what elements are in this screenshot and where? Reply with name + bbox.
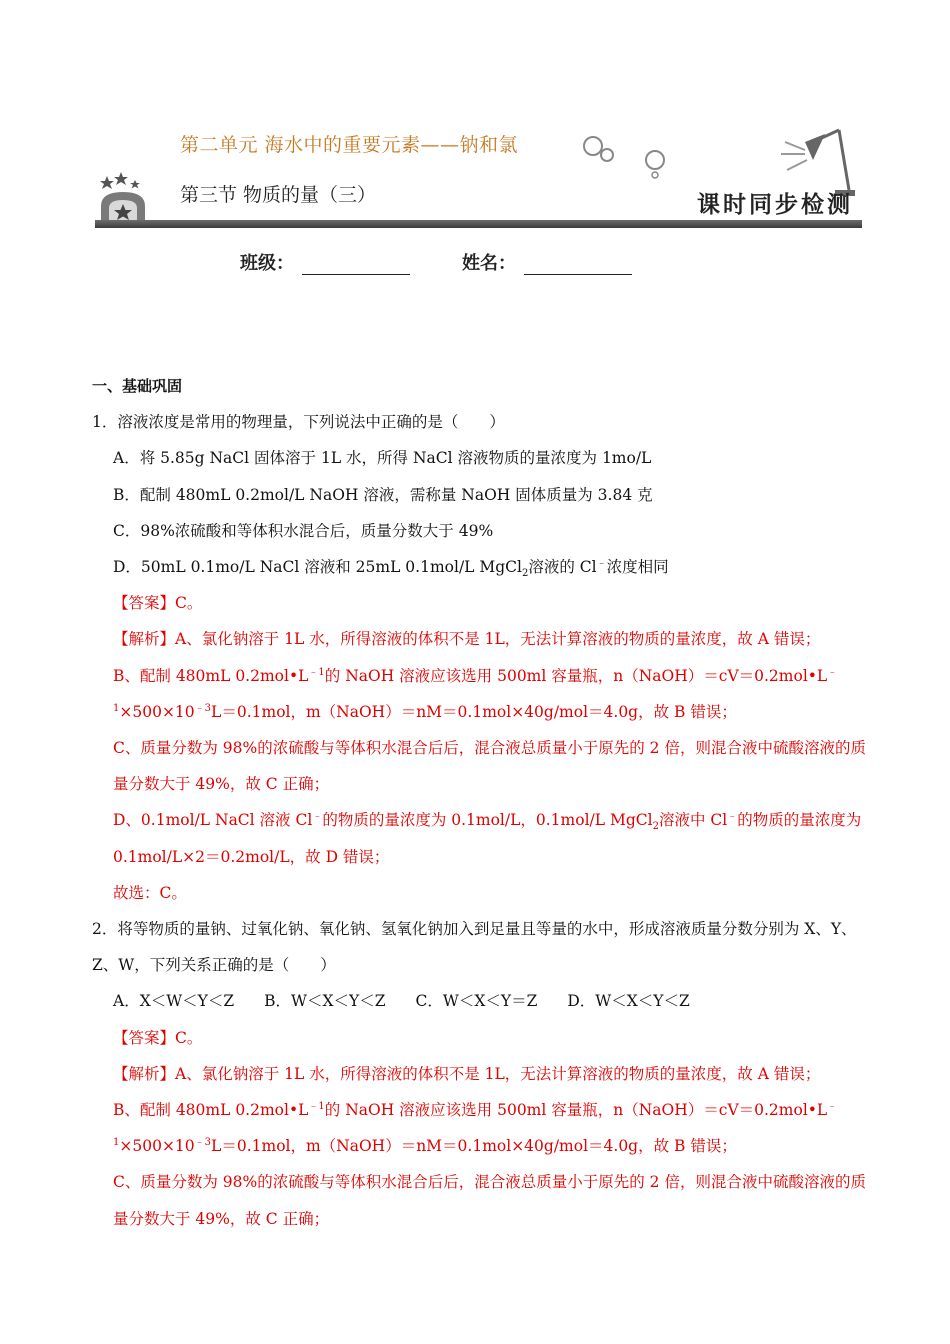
q1-explanation-b: B、配制 480mL $0.2mol•L^{﹣1}$的 NaOH 溶液应该选用 500ml 容量瓶，n（NaOH）＝cV＝0.2mol•L﹣ [113,666,838,685]
q1-explanation-d: D、0.1mol/L NaCl 溶液 Cl﹣的物质的量浓度为 0.1mol/L，0.1mol/L MgCl$_2$溶液中 Cl﹣的物质的量浓度为 0.1mol/L×2＝0.2mol/L，故 D 错误； [113,811,862,866]
q1-explanation-b-cont: $^1\times 500\times 10^{﹣3}L=0.1mol$，m（NaOH）＝nM＝0.1mol×40g/mol＝4.0g，故 B 错误； [113,702,737,721]
q2-explanation-b-cont: $^1\times 500\times 10^{﹣3}L=0.1mol$，m（NaOH）＝nM＝0.1mol×40g/mol＝4.0g，故 B 错误； [113,1137,737,1156]
q2-option-d: D．W＜X＜Y＜Z [567,992,690,1011]
q2-option-a: A．X＜W＜Y＜Z [113,992,235,1011]
q2-explanation-c: C、质量分数为 98%的浓硫酸与等体积水混合后后，混合液总质量小于原先的 2 倍，则混合液中硫酸溶液的质量分数大于 49%，故 C 正确； [113,1173,866,1228]
q1-option-b: B．配制 480mL 0.2mol/L NaOH 溶液，需称量 NaOH 固体质量为 3.84 克 [113,485,653,504]
q2-answer: 【答案】C。 [113,1028,203,1047]
q1-option-d: D．50mL 0.1mo/L NaCl 溶液和 25mL 0.1mol/L MgCl$_2$溶液的 Cl﹣浓度相同 [113,557,669,580]
banner-bar [95,220,862,228]
banner-label: 课时同步检测 [697,192,853,218]
name-label: 姓名： [462,253,516,274]
q2-option-c: C．W＜X＜Y＝Z [415,992,538,1011]
q2-options [113,983,866,1019]
q2-explanation-a: 【解析】A、氯化钠溶于 1L 水，所得溶液的体积不是 1L，无法计算溶液的物质的量浓度，故 A 错误； [113,1064,821,1083]
document-body [92,368,866,1237]
section-title: 第三节 物质的量（三） [180,184,377,206]
name-blank[interactable] [524,254,632,275]
q1-option-c: C．98%浓硫酸和等体积水混合后，质量分数大于 49% [113,521,494,540]
header-banner [95,100,865,240]
student-info-row [240,249,632,275]
q1-conclusion: 故选：C。 [113,883,187,902]
class-blank[interactable] [302,254,410,275]
question-2-stem: 2．将等物质的量钠、过氧化钠、氧化钠、氢氧化钠加入到足量且等量的水中，形成溶液质量分数分别为 X、Y、Z、W，下列关系正确的是（ ） [92,920,857,975]
bubbles-icon [583,130,673,180]
q1-explanation-a: 【解析】A、氯化钠溶于 1L 水，所得溶液的体积不是 1L，无法计算溶液的物质的量浓度，故 A 错误； [113,630,821,649]
q1-option-a: A．将 5.85g NaCl 固体溶于 1L 水，所得 NaCl 溶液物质的量浓度为 1mo/L [113,449,652,468]
unit-title: 第二单元 海水中的重要元素——钠和氯 [180,134,519,156]
question-1-stem: 1．溶液浓度是常用的物理量，下列说法中正确的是（ ） [92,413,505,432]
section-heading: 一、基础巩固 [92,377,183,395]
q1-answer: 【答案】C。 [113,594,203,613]
q2-option-b: B．W＜X＜Y＜Z [264,992,386,1011]
q1-explanation-c: C、质量分数为 98%的浓硫酸与等体积水混合后后，混合液总质量小于原先的 2 倍，则混合液中硫酸溶液的质量分数大于 49%，故 C 正确； [113,739,866,794]
q2-explanation-b: B、配制 480mL $0.2mol•L^{﹣1}$的 NaOH 溶液应该选用 500ml 容量瓶，n（NaOH）＝cV＝0.2mol•L﹣ [113,1100,838,1120]
class-label: 班级： [240,253,294,274]
